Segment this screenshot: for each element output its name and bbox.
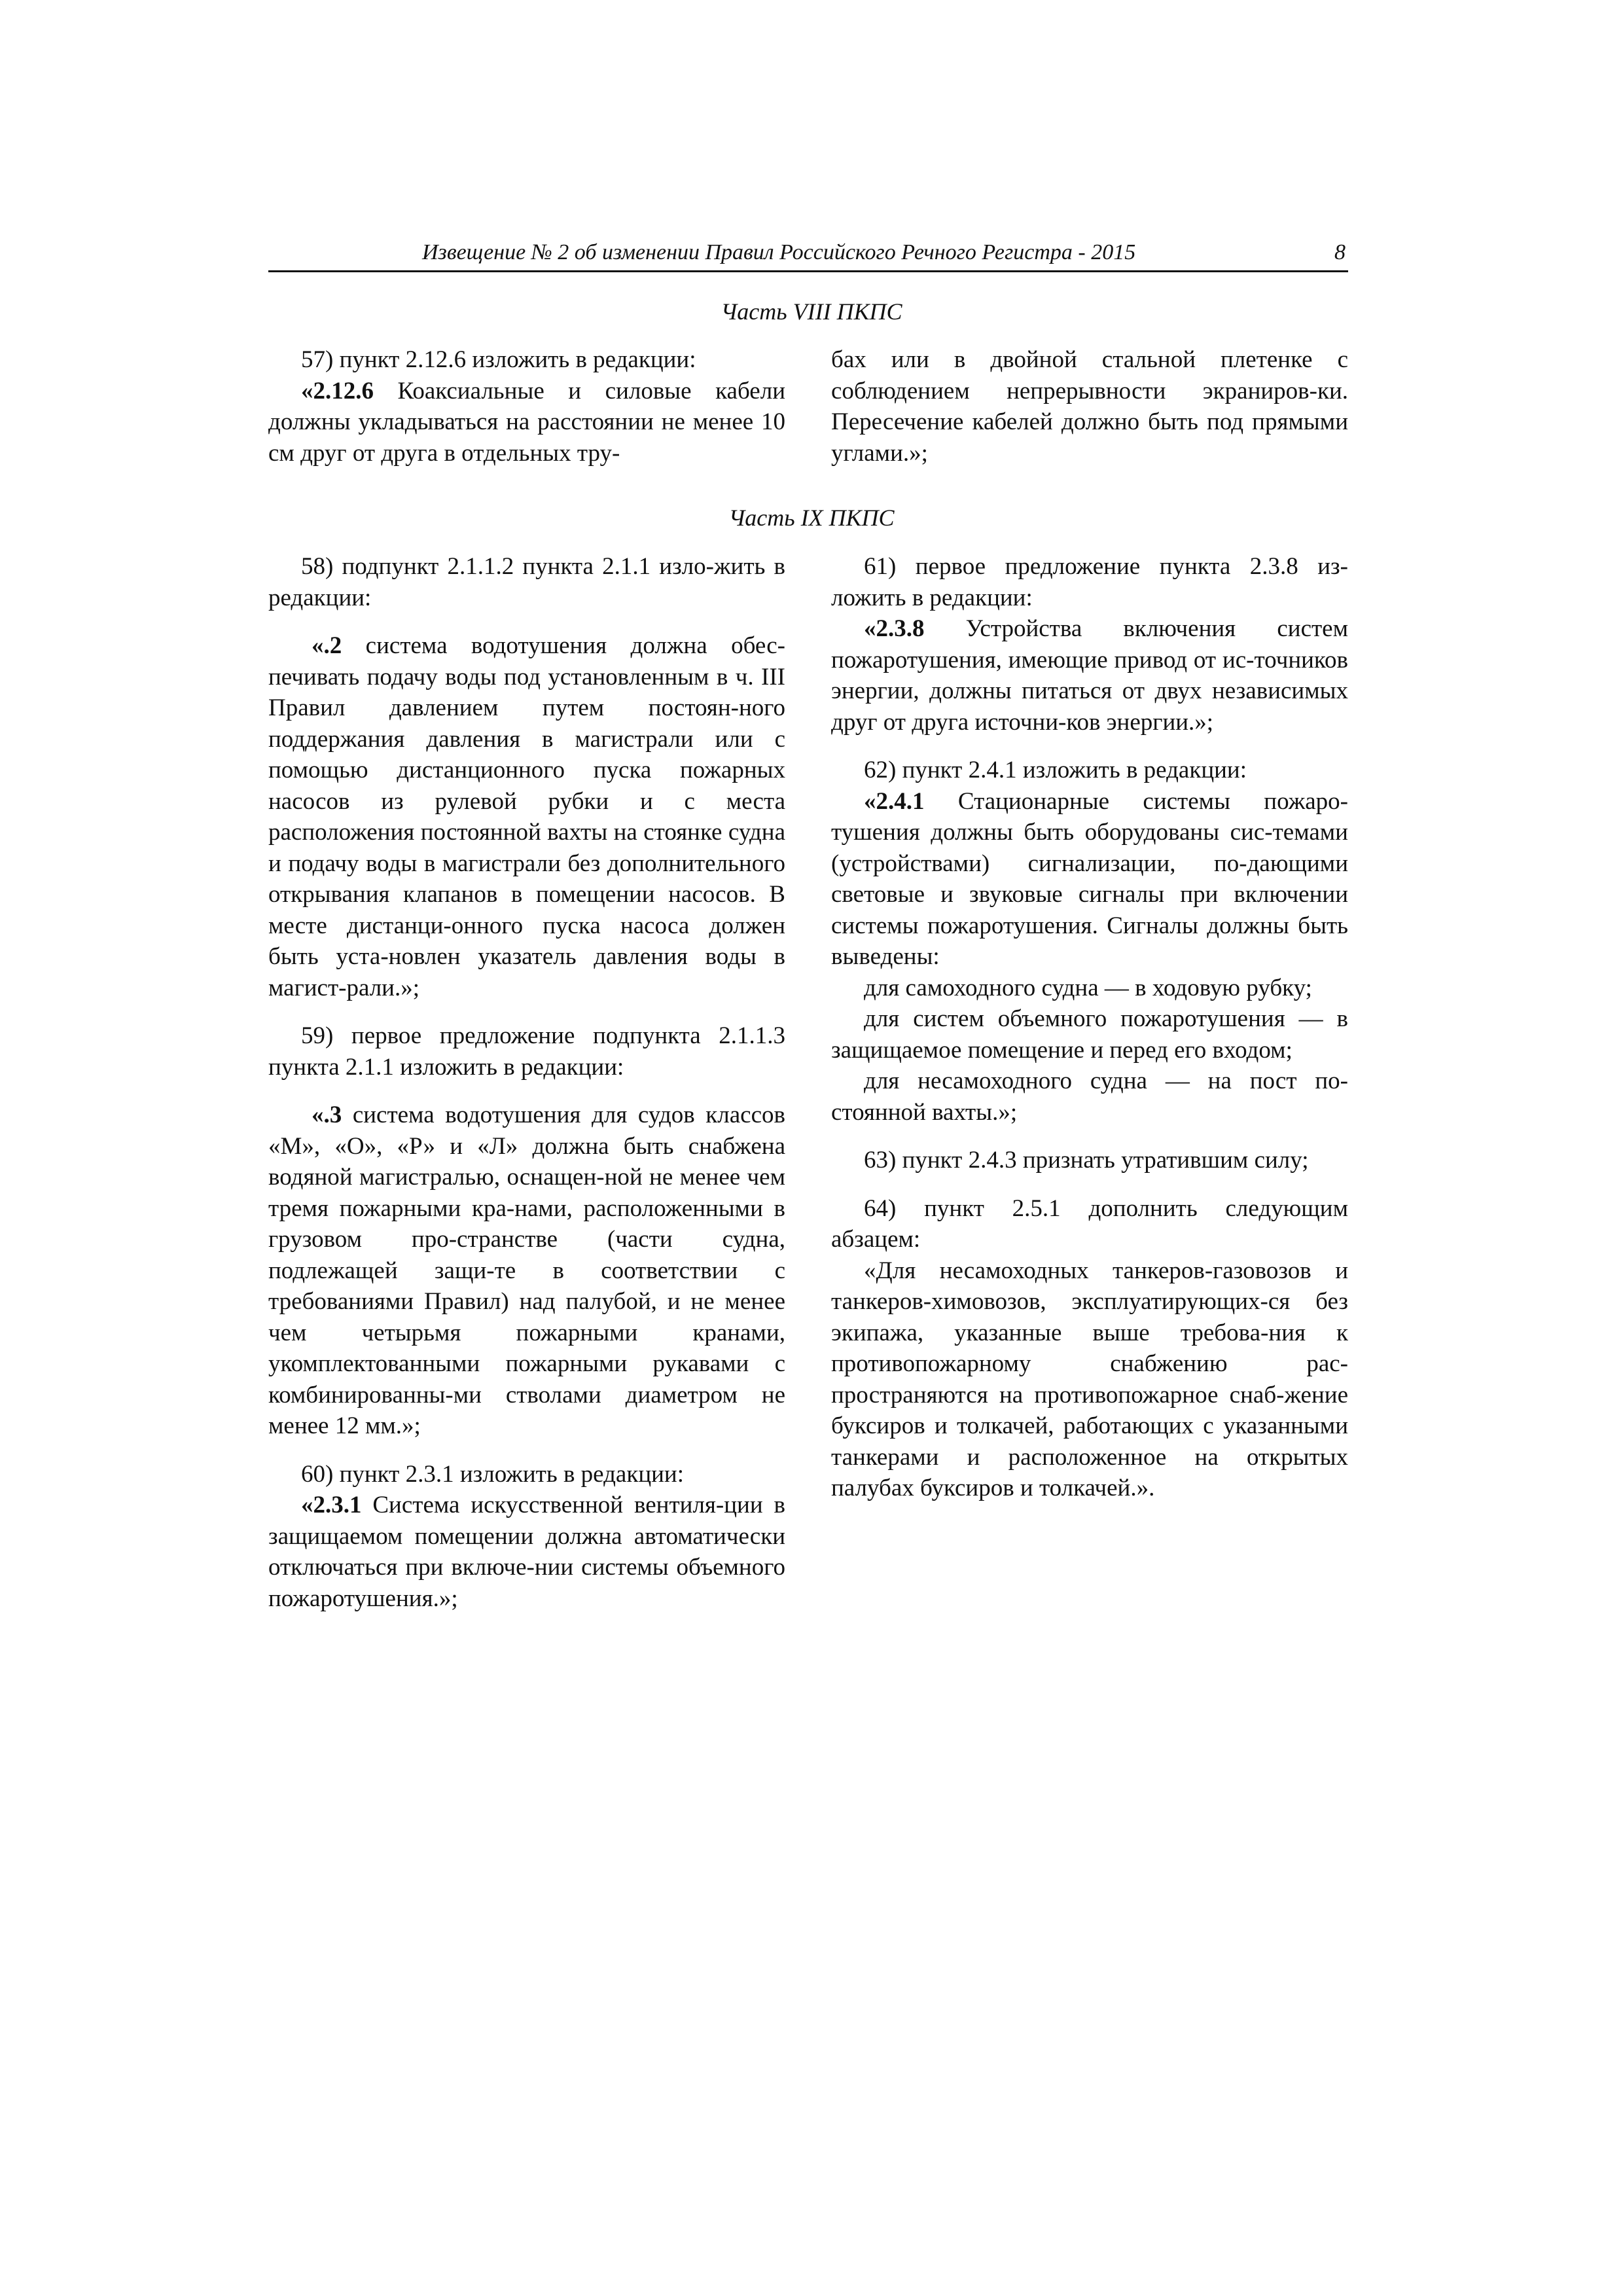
item-57-text: [268, 376, 785, 469]
section-ix-heading: Часть IX ПКПС: [728, 505, 895, 531]
item-58-clause: «.2: [312, 632, 342, 659]
item-62-case-b: для систем объемного пожаротушения — в защищаемое помещение и перед его входом;: [831, 1005, 1348, 1064]
item-64-intro: 64) пункт 2.5.1 дополнить следующим абзацем:: [831, 1194, 1348, 1253]
item-62-case-c: для несамоходного судна — на пост по-стоянной вахты.»;: [831, 1067, 1348, 1126]
section-viii-right-column: [831, 344, 1348, 469]
item-58-intro: 58) подпункт 2.1.1.2 пункта 2.1.1 изло-жить в редакции:: [268, 553, 785, 611]
section-viii-heading: Часть VIII ПКПС: [721, 298, 902, 325]
item-59-body: система водотушения для судов классов «М», «О», «Р» и «Л» должна быть снабжена водяной магистралью, оснащен-ной не менее чем тремя пожарными кра-нами, расположенными в грузовом про-странстве (части судна, подлежащей защи-те в соответствии с требованиями Правил) над палубой, и не менее чем четырьмя пожарными кранами, укомплектованными пожарными рукавами с комбинированны-ми стволами диаметром не менее 12 мм.»;: [268, 1102, 785, 1439]
item-59-intro: 59) первое предложение подпункта 2.1.1.3 пункта 2.1.1 изложить в редакции:: [268, 1022, 785, 1081]
item-62-intro: 62) пункт 2.4.1 изложить в редакции:: [864, 757, 1247, 783]
header-title: Извещение № 2 об изменении Правил Российского Речного Регистра - 2015: [422, 240, 1136, 264]
section-viii-left-column: [268, 344, 785, 469]
item-60-body: Система искусственной вентиля-ции в защищаемом помещении должна автоматически отключаться при включе-нии системы объемного пожаротушения.»;: [268, 1492, 785, 1612]
running-header: [268, 239, 1348, 272]
section-ix-right-column: [831, 551, 1348, 1504]
item-59-text: [268, 1100, 785, 1442]
item-61-body: Устройства включения систем пожаротушения, имеющие привод от ис-точников энергии, должны питаться от двух независимых друг от друга источни-ков энергии.»;: [831, 615, 1348, 736]
item-57-clause: «2.12.6: [301, 377, 374, 404]
item-57-intro: 57) пункт 2.12.6 изложить в редакции:: [301, 346, 696, 373]
item-62-case-a: для самоходного судна — в ходовую рубку;: [864, 974, 1312, 1001]
item-57-body: Коаксиальные и силовые кабели должны укладываться на расстоянии не менее 10 см друг от друга в отдельных тру-: [268, 377, 785, 467]
item-61-intro: 61) первое предложение пункта 2.3.8 из-ложить в редакции:: [831, 553, 1348, 611]
item-62-body: Стационарные системы пожаро-тушения должны быть оборудованы сис-темами (устройствами) сигнализации, по-дающими световые и звуковые сигналы при включении системы пожаротушения. Сигналы должны быть выведены:: [831, 787, 1348, 970]
item-60-intro: 60) пункт 2.3.1 изложить в редакции:: [301, 1460, 685, 1488]
page-number: 8: [1334, 240, 1346, 264]
item-60-clause: «2.3.1: [301, 1492, 362, 1518]
item-58-body: система водотушения должна обес-печивать подачу воды под установленным в ч. III Правил давлением путем постоян-ного поддержания давления в магистрали или с помощью дистанционного пуска пожарных насосов из рулевой рубки и с места расположения постоянной вахты на стоянке судна и подачу воды в магистрали без дополнительного открывания клапанов в помещении насосов. В месте дистанци-онного пуска насоса должен быть уста-новлен указатель давления воды в магист-рали.»;: [268, 632, 785, 1001]
item-64-text: «Для несамоходных танкеров-газовозов и танкеров-химовозов, эксплуатирующих-ся без экипажа, указанные выше требова-ния к противопожарному снабжению рас-пространяются на противопожарное снаб-жение буксиров и толкачей, работающих с указанными танкерами и расположенное на открытых палубах буксиров и толкачей.».: [831, 1257, 1348, 1501]
section-ix-left-column: [268, 551, 785, 1614]
item-59-clause: «.3: [312, 1102, 342, 1128]
item-60-text: [268, 1490, 785, 1614]
item-61-clause: «2.3.8: [864, 615, 925, 642]
item-63: 63) пункт 2.4.3 признать утратившим силу;: [864, 1147, 1309, 1174]
item-62-text: [831, 786, 1348, 973]
item-58-text: [268, 630, 785, 1003]
item-62-clause: «2.4.1: [864, 787, 925, 815]
item-61-text: [831, 613, 1348, 738]
item-57-continuation: бах или в двойной стальной плетенке с соблюдением непрерывности экраниров-ки. Пересечение кабелей должно быть под прямыми углами.»;: [831, 346, 1348, 467]
